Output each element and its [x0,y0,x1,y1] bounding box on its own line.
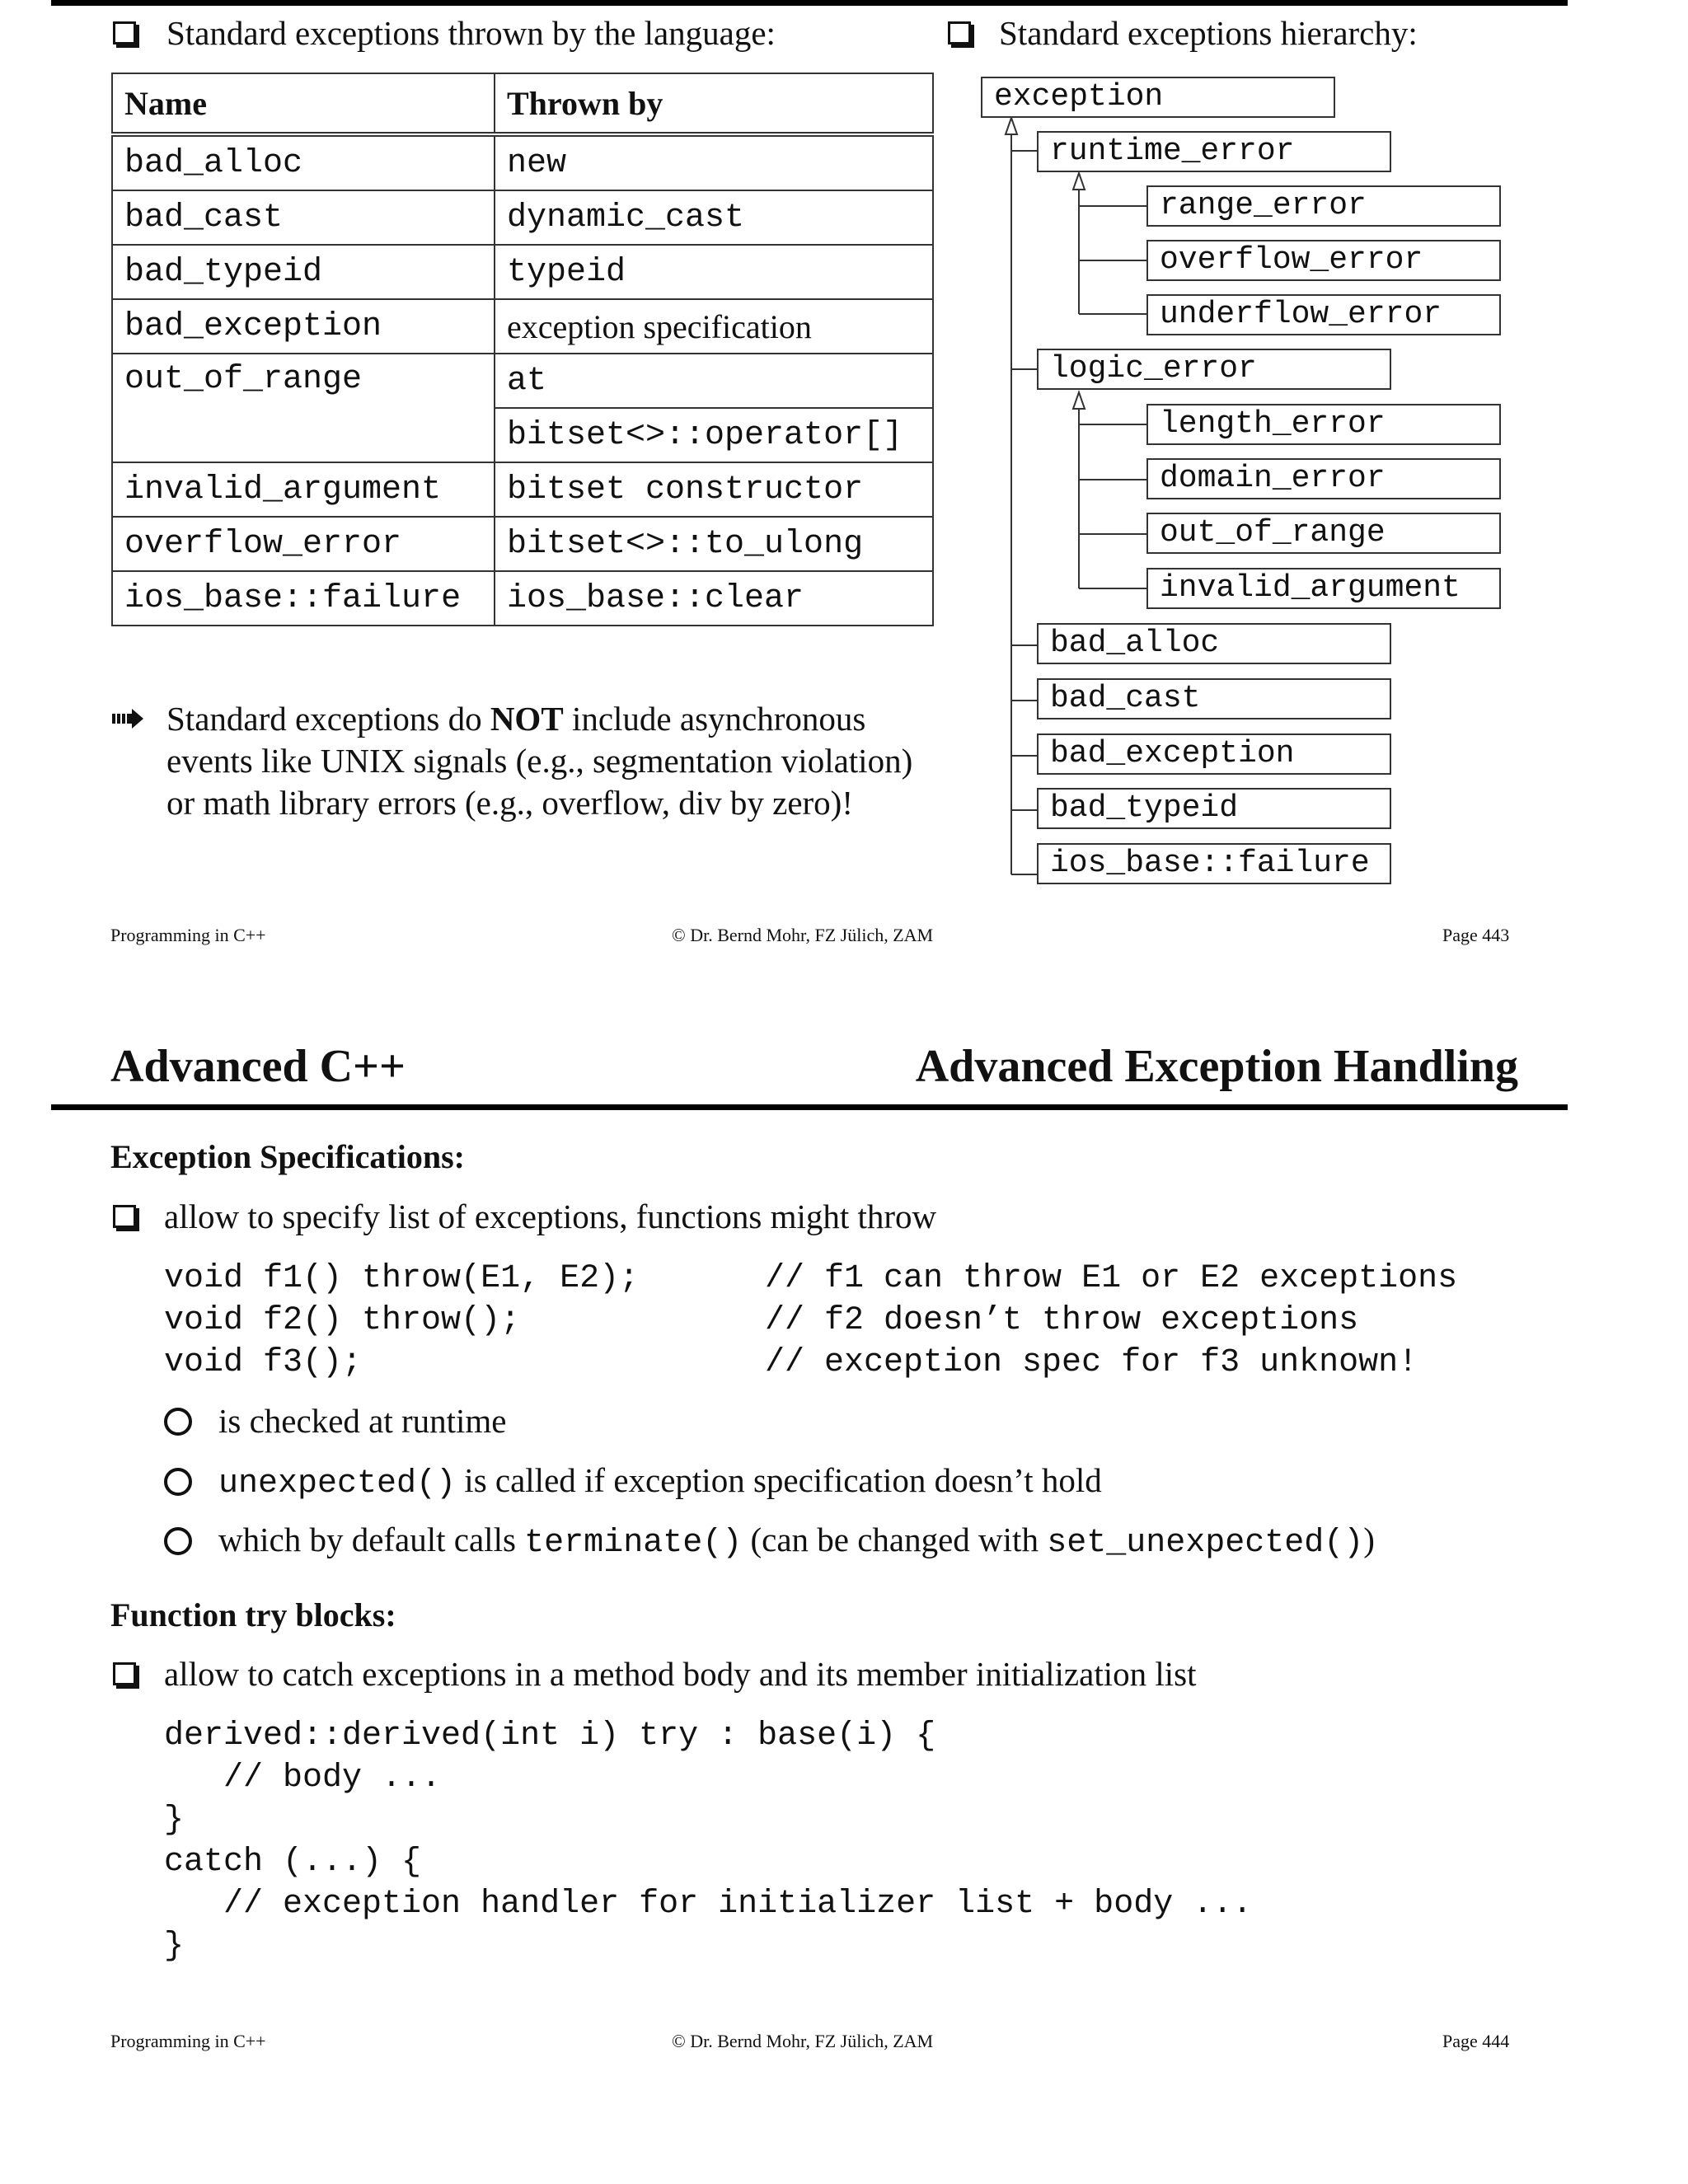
cell-thrown-by: exception specification [495,299,933,354]
code-comment: // f2 doesn’t throw exceptions [765,1302,1359,1339]
hierarchy-node-runtime-error: runtime_error [1037,131,1391,172]
code-comment: // f1 can throw E1 or E2 exceptions [765,1260,1458,1297]
hierarchy-node-invalid-argument: invalid_argument [1146,568,1501,609]
footer-center: © Dr. Bernd Mohr, FZ Jülich, ZAM [672,2031,934,2051]
footer-page: Page 443 [1442,925,1510,945]
inline-code: terminate() [524,1525,743,1562]
hierarchy-node-bad-alloc: bad_alloc [1037,623,1391,664]
footer-left: Programming in C++ [110,925,266,945]
code-line: void f1() throw(E1, E2); [164,1260,640,1297]
section-heading-function-try-blocks: Function try blocks: [110,1596,396,1633]
hierarchy-node-overflow-error: overflow_error [1146,240,1501,281]
text-span: ) [1363,1521,1375,1558]
cell-thrown-by: bitset constructor [495,462,933,517]
hierarchy-node-bad-cast: bad_cast [1037,678,1391,719]
cell-name: bad_alloc [112,134,495,190]
slide-title-right: Advanced Exception Handling [915,1041,1518,1092]
inline-code: set_unexpected() [1047,1525,1364,1562]
sub-bullet-text [218,1460,1102,1502]
hierarchy-node-underflow-error: underflow_error [1146,294,1501,335]
bullet-text: allow to catch exceptions in a method body and its member initialization list [164,1655,1197,1693]
code-comment: // exception spec for f3 unknown! [765,1344,1418,1381]
cell-name: bad_exception [112,299,495,354]
cell-thrown-by: at [495,354,933,408]
table-heading: Standard exceptions thrown by the language: [166,14,776,52]
sub-bullet-text [218,1520,1375,1562]
sub-bullet-text: is checked at runtime [218,1402,507,1440]
cell-thrown-by: ios_base::clear [495,571,933,626]
title-rule [51,1104,1568,1110]
note-line-3: or math library errors (e.g., overflow, div by zero)! [166,784,853,822]
cell-name: out_of_range [112,354,495,462]
hierarchy-connectors [0,0,1688,907]
cell-thrown-by: bitset<>::to_ulong [495,517,933,571]
hierarchy-node-bad-typeid: bad_typeid [1037,788,1391,829]
code-line: // body ... [164,1760,442,1797]
column-header-thrown-by: Thrown by [495,73,933,134]
note-line-2: events like UNIX signals (e.g., segmentation violation) [166,742,913,780]
column-header-name: Name [112,73,495,134]
code-line: void f2() throw(); [164,1302,521,1339]
circle-bullet-icon [164,1408,192,1436]
hierarchy-heading: Standard exceptions hierarchy: [999,14,1418,52]
circle-bullet-icon [164,1468,192,1496]
hierarchy-node-out-of-range: out_of_range [1146,513,1501,554]
cell-name: overflow_error [112,517,495,571]
hierarchy-node-length-error: length_error [1146,404,1501,445]
cell-name: bad_typeid [112,245,495,299]
note-bold: NOT [490,700,564,738]
code-line: derived::derived(int i) try : base(i) { [164,1718,936,1755]
code-line: void f3(); [164,1344,363,1381]
code-line: } [164,1928,185,1965]
bullet-text: allow to specify list of exceptions, functions might throw [164,1197,937,1235]
cell-name: ios_base::failure [112,571,495,626]
footer-center: © Dr. Bernd Mohr, FZ Jülich, ZAM [672,925,934,945]
slide-title-left: Advanced C++ [110,1041,406,1092]
note-text: Standard exceptions do [166,700,490,738]
checkbox-bullet-icon [113,1205,136,1228]
cell-name: bad_cast [112,190,495,245]
checkbox-bullet-icon [113,1662,136,1685]
cell-thrown-by: dynamic_cast [495,190,933,245]
code-line: } [164,1802,185,1839]
hierarchy-node-domain-error: domain_error [1146,458,1501,499]
hierarchy-node-range-error: range_error [1146,185,1501,227]
hierarchy-node-exception: exception [981,77,1335,118]
text-span: which by default calls [218,1521,525,1558]
code-line: // exception handler for initializer list + body ... [164,1886,1253,1923]
code-line: catch (...) { [164,1844,422,1881]
circle-bullet-icon [164,1527,192,1555]
text-span: (can be changed with [742,1521,1048,1558]
note-text: include asynchronous [563,700,866,738]
section-heading-exception-specifications: Exception Specifications: [110,1138,465,1175]
cell-name: invalid_argument [112,462,495,517]
cell-thrown-by: typeid [495,245,933,299]
cell-thrown-by: new [495,134,933,190]
cell-thrown-by: bitset<>::operator[] [495,408,933,462]
hierarchy-node-logic-error: logic_error [1037,349,1391,390]
hierarchy-node-bad-exception: bad_exception [1037,733,1391,775]
text-span: is called if exception specification doesn’t hold [456,1461,1102,1499]
footer-page: Page 444 [1442,2031,1510,2051]
footer-left: Programming in C++ [110,2031,266,2051]
inline-code: unexpected() [218,1465,457,1502]
hierarchy-node-ios-base-failure: ios_base::failure [1037,843,1391,884]
